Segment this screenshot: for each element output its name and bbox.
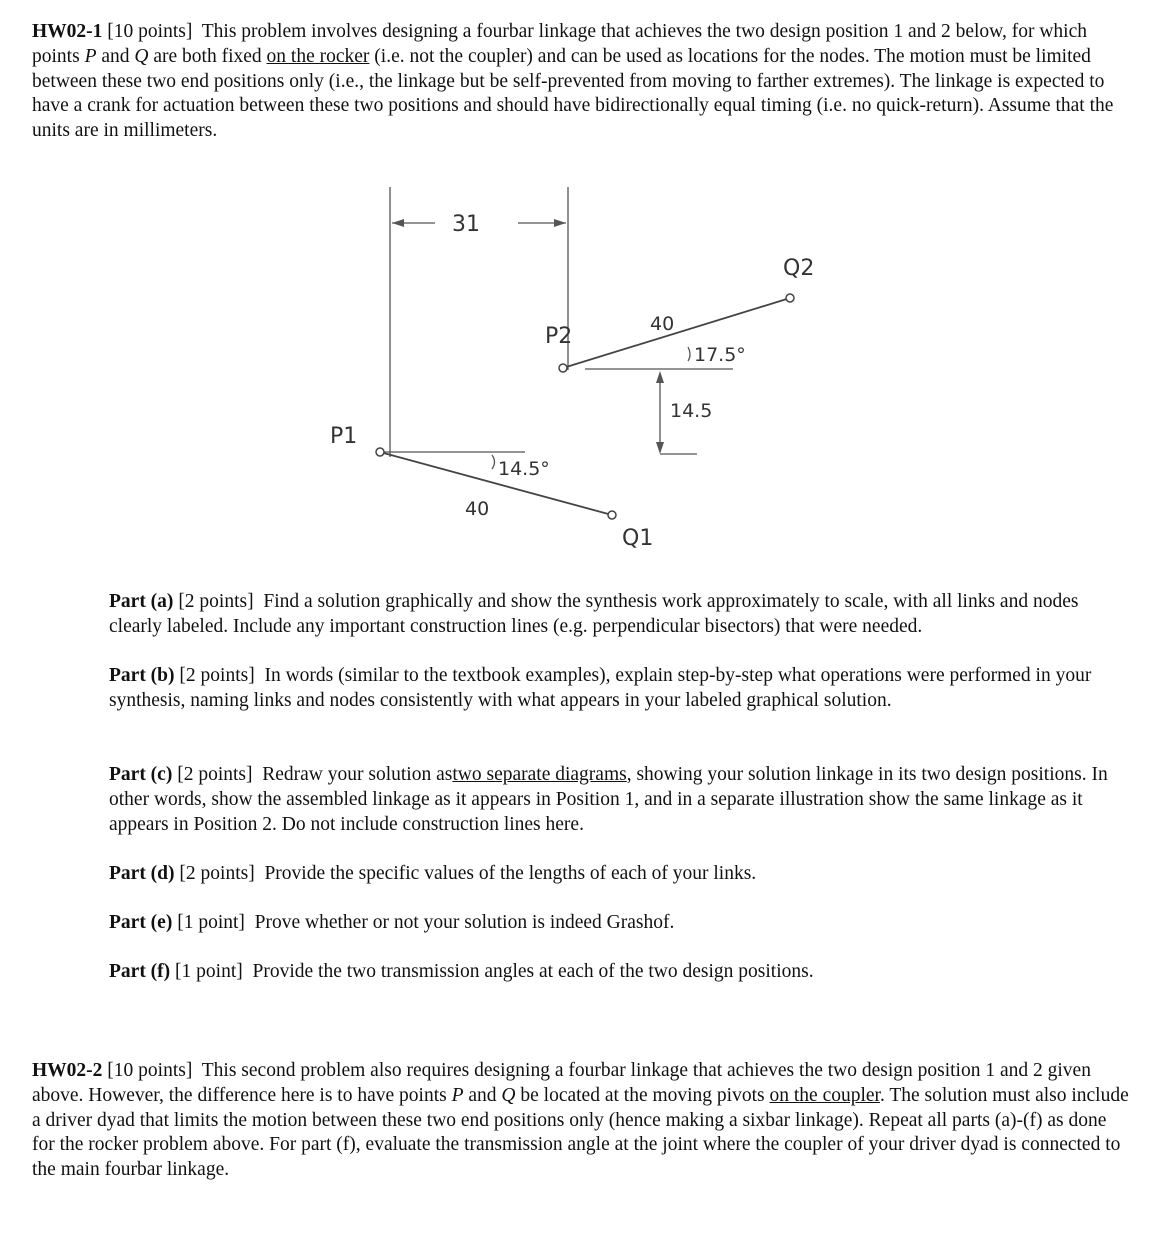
dim-31-arrowhead-right — [554, 219, 566, 227]
part-d-text: Provide the specific values of the lengths of each of your links. — [264, 863, 757, 884]
dim-31-label: 31 — [452, 212, 480, 237]
node-p2 — [559, 364, 567, 372]
dim-31-arrowhead-left — [392, 219, 404, 227]
part-a-points: [2 points] — [178, 591, 254, 612]
part-b-label: Part (b) — [109, 665, 175, 686]
part-c-text-a: Redraw your solution as — [262, 764, 453, 785]
part-e-text: Prove whether or not your solution is indeed Grashof. — [254, 912, 675, 933]
label-angle-upper: 17.5° — [694, 344, 746, 366]
part-c-label: Part (c) — [109, 764, 173, 785]
label-q1: Q1 — [622, 526, 654, 551]
node-q2 — [786, 294, 794, 302]
link-p1-q1 — [380, 452, 612, 515]
part-a-text: Find a solution graphically and show the synthesis work approximately to scale, with all links and nodes clearly labeled. Include any important construction lines (e.g. perpendicular bisectors) that were needed. — [109, 591, 1079, 637]
label-p2: P2 — [545, 324, 573, 349]
hw1-intro — [32, 20, 1132, 144]
hw1-points: [10 points] — [107, 21, 193, 42]
part-a — [109, 590, 1119, 640]
part-f — [109, 960, 1119, 985]
part-c-text-b: , showing your solution linkage in its two design positions. In other words, show the assembled linkage as it appears in Position 1, and in a separate illustration show the same linkage as it appears in Position 2. Do not include construction lines here. — [109, 764, 1108, 835]
part-f-label: Part (f) — [109, 961, 171, 982]
hw2-p: P — [451, 1084, 464, 1106]
node-q1 — [608, 511, 616, 519]
part-c — [109, 763, 1119, 837]
hw2-coupler-underline: on the coupler — [769, 1084, 880, 1106]
label-dim-vertical: 14.5 — [670, 400, 713, 422]
part-b-points: [2 points] — [179, 665, 255, 686]
part-d — [109, 862, 1119, 887]
hw2-points: [10 points] — [107, 1060, 193, 1081]
node-p1 — [376, 448, 384, 456]
hw2-q: Q — [501, 1084, 516, 1106]
hw1-text-2: are both fixed — [153, 45, 262, 67]
part-d-label: Part (d) — [109, 863, 175, 884]
part-e-points: [1 point] — [177, 912, 245, 933]
part-f-points: [1 point] — [175, 961, 243, 982]
hw2-text-3: . The solution must also include a driver dyad that limits the motion between these two end positions only (hence making a sixbar linkage). Repeat all parts (a)-(f) as done for the rocker problem above. For part (f), evaluate the transmission angle at the joint where the coupler of your driver dyad is connected to the main fourbar linkage. — [32, 1084, 1129, 1181]
label-p1: P1 — [330, 424, 358, 449]
hw1-and: and — [101, 45, 130, 67]
hw2-text-2: be located at the moving pivots — [520, 1084, 765, 1106]
part-b — [109, 664, 1119, 714]
part-d-points: [2 points] — [179, 863, 255, 884]
hw1-p: P — [84, 45, 97, 67]
part-a-label: Part (a) — [109, 591, 174, 612]
part-e-label: Part (e) — [109, 912, 173, 933]
link-p2-q2 — [563, 298, 790, 368]
angle-arc-upper — [688, 347, 690, 361]
label-angle-lower: 14.5° — [498, 458, 550, 480]
hw2-and: and — [468, 1084, 497, 1106]
label-length-lower: 40 — [465, 498, 490, 520]
part-f-text: Provide the two transmission angles at each of the two design positions. — [252, 961, 814, 982]
hw1-label: HW02-1 — [32, 21, 103, 42]
hw2-label: HW02-2 — [32, 1060, 103, 1081]
part-e — [109, 911, 1119, 936]
hw1-q: Q — [134, 45, 149, 67]
angle-arc-lower — [492, 455, 495, 469]
linkage-figure — [320, 165, 860, 575]
hw1-text-1: This problem involves designing a fourbar linkage that achieves the two design position 1 and 2 below, for which points — [32, 21, 1088, 67]
hw2-intro — [32, 1059, 1132, 1183]
part-c-underline: two separate diagrams — [452, 764, 627, 785]
label-length-upper: 40 — [650, 313, 675, 335]
hw2-text-1: This second problem also requires designing a fourbar linkage that achieves the two design position 1 and 2 given above. However, the difference here is to have points — [32, 1060, 1091, 1106]
part-b-text: In words (similar to the textbook examples), explain step-by-step what operations were performed in your synthesis, naming links and nodes consistently with what appears in your labeled graphical solution. — [109, 665, 1092, 711]
label-q2: Q2 — [783, 256, 815, 281]
dim-vertical-arrowhead-bottom — [656, 442, 664, 454]
part-c-points: [2 points] — [177, 764, 253, 785]
dim-vertical-arrowhead-top — [656, 371, 664, 383]
hw1-text-3: (i.e. not the coupler) and can be used as locations for the nodes. The motion must be limited between these two end positions only (i.e., the linkage but be self-prevented from moving to farther extremes). The linkage is expected to have a crank for actuation between these two positions and should have bidirectionally equal timing (i.e. no quick-return). Assume that the units are in millimeters. — [32, 45, 1114, 142]
hw1-rocker-underline: on the rocker — [266, 45, 370, 67]
